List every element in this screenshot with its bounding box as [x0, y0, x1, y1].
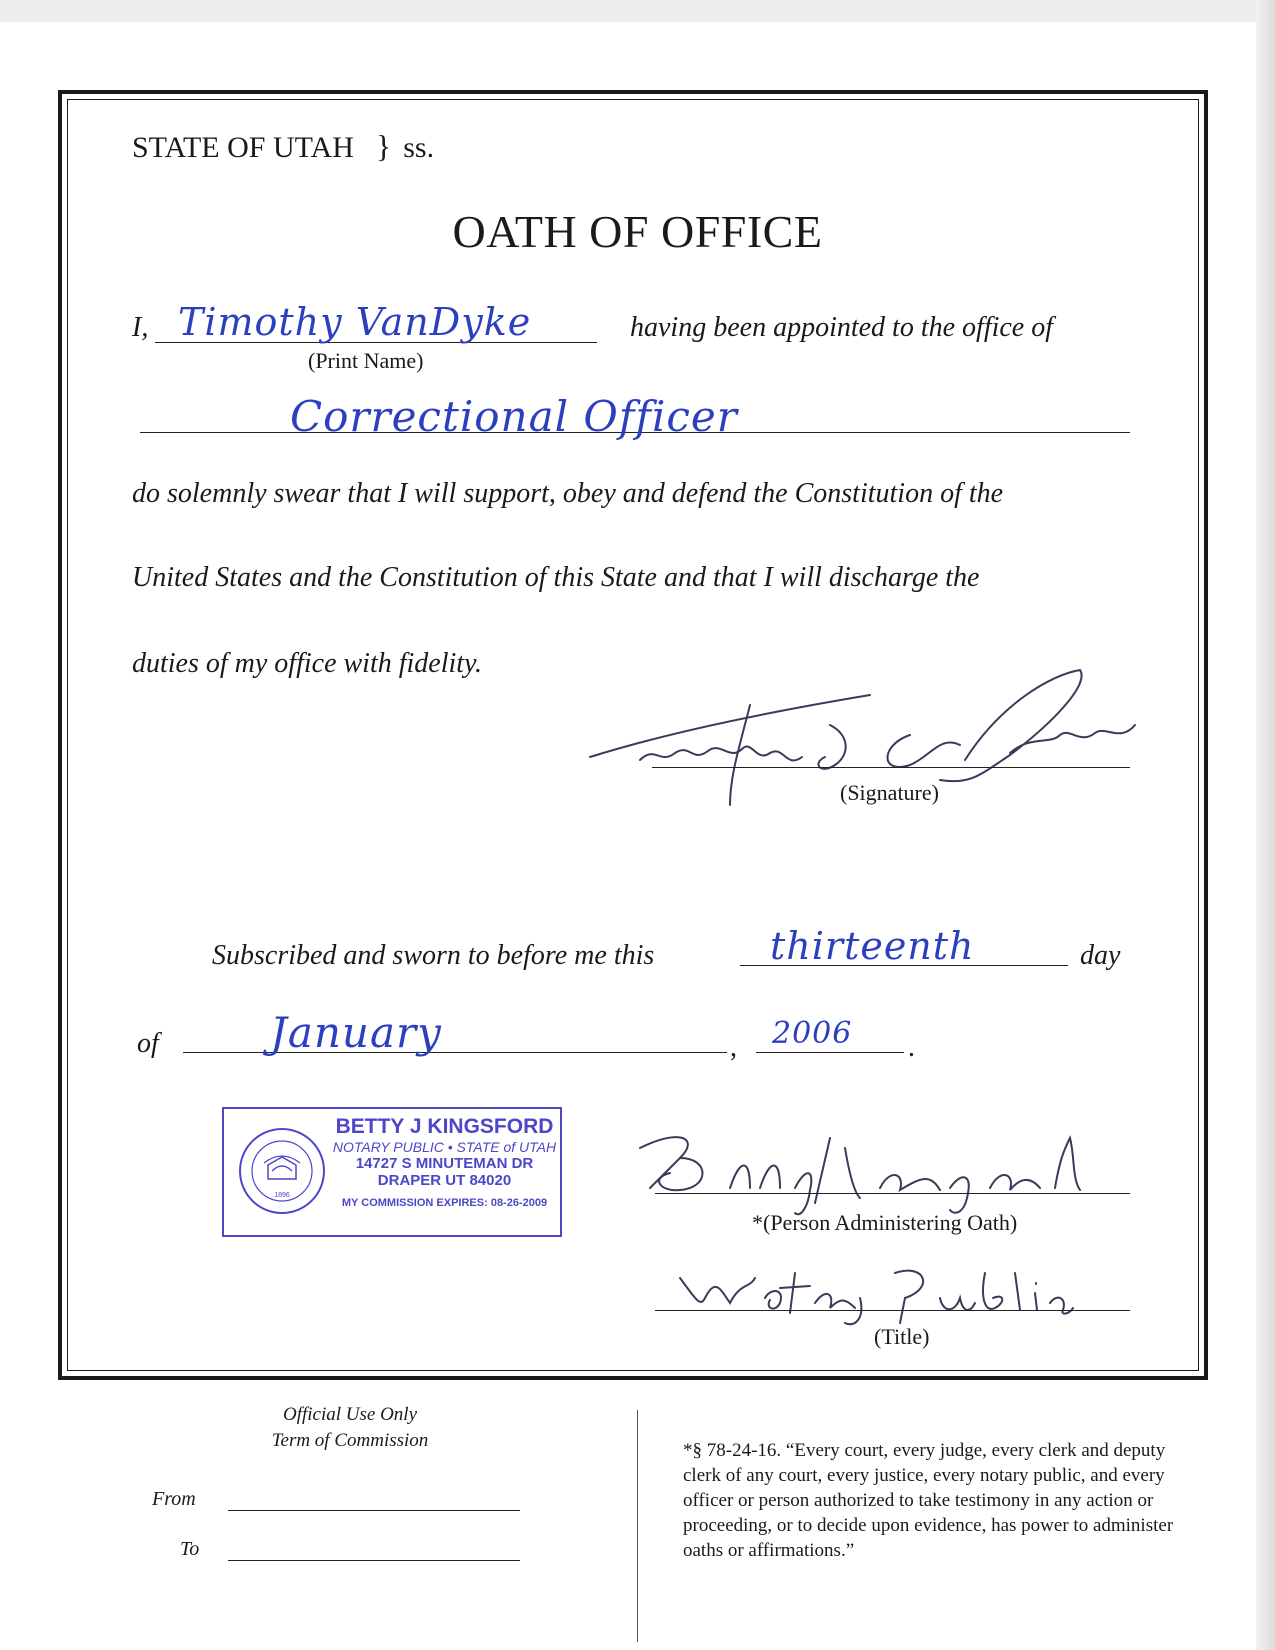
- notary-title-handwritten: [675, 1258, 1075, 1328]
- month-line: [183, 1052, 727, 1053]
- year-line: [756, 1052, 904, 1053]
- state-label: STATE OF UTAH: [132, 131, 354, 164]
- stamp-notary-title: NOTARY PUBLIC • STATE of UTAH: [332, 1139, 557, 1155]
- to-line: [228, 1560, 520, 1561]
- title-line: [655, 1310, 1130, 1311]
- from-line: [228, 1510, 520, 1511]
- of-word: of: [137, 1028, 159, 1059]
- stamp-city: DRAPER UT 84020: [377, 1172, 512, 1189]
- stamp-expiration: MY COMMISSION EXPIRES: 08-26-2009: [341, 1197, 548, 1209]
- day-word: day: [1080, 940, 1121, 971]
- official-use-label: Official Use Only: [282, 1404, 418, 1425]
- title-caption: (Title): [874, 1324, 930, 1349]
- signature-caption: (Signature): [840, 780, 939, 805]
- administering-caption: *(Person Administering Oath): [752, 1210, 1018, 1235]
- date-period: .: [908, 1032, 915, 1063]
- from-label: From: [152, 1488, 196, 1510]
- print-name-caption: (Print Name): [308, 348, 424, 373]
- oath-line-1: do solemnly swear that I will support, obey and defend the Constitution of the: [132, 478, 1004, 509]
- subscribed-text: Subscribed and sworn to before me this: [212, 940, 655, 971]
- appointed-text: having been appointed to the office of: [630, 312, 1054, 343]
- footer-divider: [637, 1410, 638, 1642]
- printed-name-handwritten: Timothy VanDyke: [178, 300, 532, 344]
- page-title: OATH OF OFFICE: [452, 206, 823, 257]
- day-handwritten: thirteenth: [770, 924, 975, 968]
- stamp-address: 14727 S MINUTEMAN DR: [355, 1155, 534, 1172]
- oath-prefix: I,: [132, 312, 149, 343]
- oath-line-3: duties of my office with fidelity.: [132, 648, 482, 679]
- office-handwritten: Correctional Officer: [290, 392, 738, 441]
- term-of-commission-label: Term of Commission: [271, 1430, 429, 1451]
- notary-stamp: [222, 1107, 562, 1237]
- statute-text: *§ 78-24-16. “Every court, every judge, every clerk and deputy clerk of any court, every justice, every notary public, and every officer or person authorized to take testimony in any action or proceeding, or to decide upon evidence, has power to administer oaths or affirmations.”: [683, 1440, 1174, 1561]
- signature-line: [652, 767, 1130, 768]
- to-label: To: [180, 1538, 200, 1560]
- ss-label: ss.: [403, 131, 435, 164]
- seal-year: 1896: [274, 1192, 290, 1199]
- stamp-notary-name: BETTY J KINGSFORD: [335, 1115, 554, 1138]
- year-handwritten: 2006: [772, 1016, 853, 1051]
- venue-brace: }: [375, 128, 392, 164]
- oath-line-2: United States and the Constitution of this State and that I will discharge the: [132, 562, 980, 593]
- date-comma: ,: [730, 1032, 737, 1063]
- administering-line: [655, 1193, 1130, 1194]
- month-handwritten: January: [270, 1008, 442, 1057]
- venue-line: [132, 128, 434, 165]
- state-seal-icon: [238, 1127, 326, 1215]
- scan-edge-top: [0, 0, 1275, 22]
